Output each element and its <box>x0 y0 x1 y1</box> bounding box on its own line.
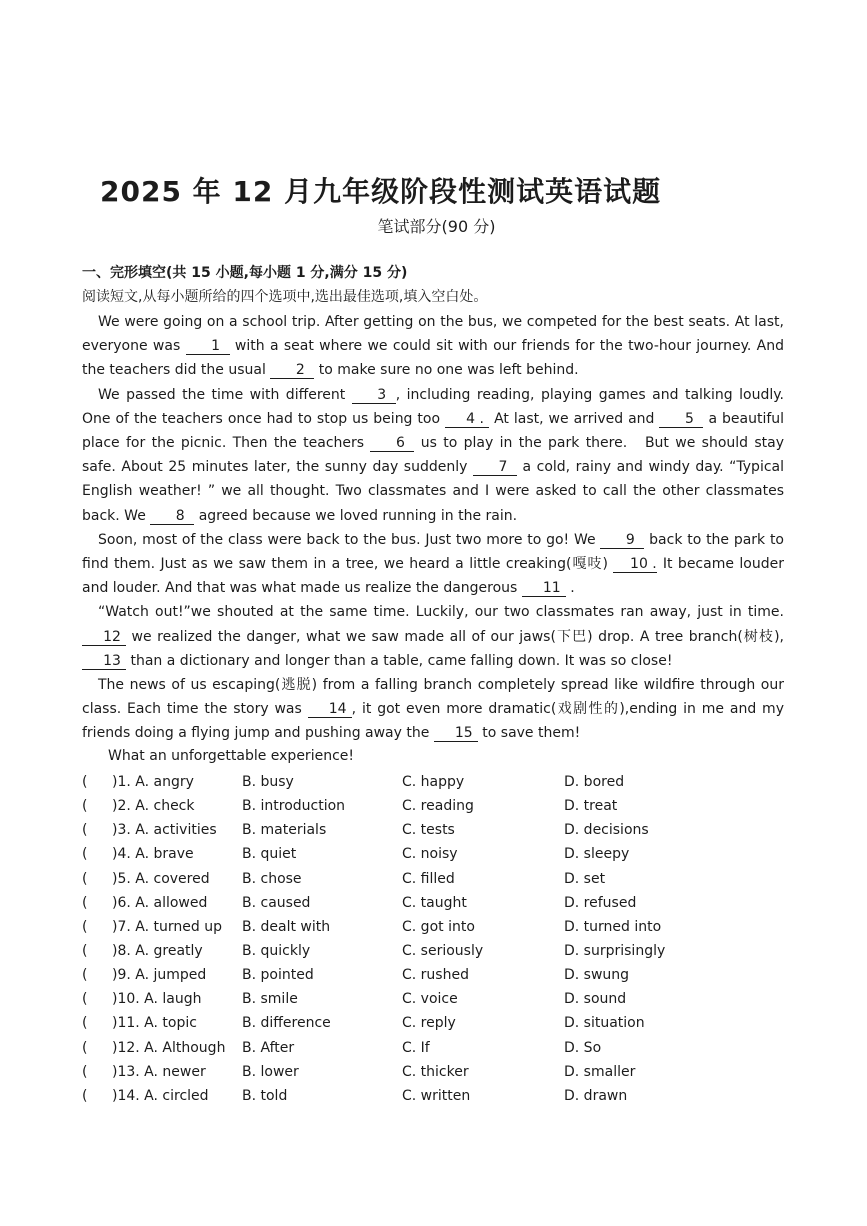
question-row <box>82 818 782 842</box>
answer-paren: ( <box>82 1039 88 1056</box>
option-a: )8. A. greatly <box>112 942 203 959</box>
question-row <box>82 963 782 987</box>
blank-4: 4 . <box>445 411 489 428</box>
section-heading: 一、完形填空(共 15 小题,每小题 1 分,满分 15 分) <box>82 265 408 281</box>
option-b: B. lower <box>242 1063 299 1080</box>
answer-paren: ( <box>82 846 88 863</box>
option-d: D. treat <box>564 798 618 815</box>
passage-text: to save them! <box>482 725 581 742</box>
answer-paren: ( <box>82 894 88 911</box>
passage-paragraph <box>82 528 784 601</box>
blank-14: 14 <box>308 701 352 718</box>
passage-text: than a dictionary and longer than a table, came falling down. It was so close! <box>130 652 673 669</box>
option-d: D. drawn <box>564 1087 628 1104</box>
option-c: C. reading <box>402 798 474 815</box>
question-row <box>82 867 782 891</box>
passage-text: We were going on a school trip. After getting on the bus, we competed for the best seats. At last, everyone was <box>82 314 784 355</box>
passage-text: to make sure no one was left behind. <box>318 362 579 379</box>
answer-paren: ( <box>82 774 88 790</box>
option-d: D. smaller <box>564 1063 636 1080</box>
option-c: C. voice <box>402 991 458 1008</box>
option-c: C. got into <box>402 918 475 935</box>
option-a: )9. A. jumped <box>112 967 207 984</box>
answer-paren: ( <box>82 991 88 1008</box>
option-d: D. So <box>564 1039 602 1056</box>
passage-text: , including reading, playing games and talking loudly. One of the teachers once had to stop us being too <box>82 386 784 427</box>
option-c: C. If <box>402 1039 430 1056</box>
option-c: C. rushed <box>402 967 469 984</box>
option-c: C. thicker <box>402 1063 469 1080</box>
option-a: )4. A. brave <box>112 846 194 863</box>
passage-text: a beautiful place for the picnic. Then the teachers <box>82 410 785 452</box>
option-a: )12. A. Although <box>112 1039 226 1056</box>
blank-10: 10 . <box>613 556 657 573</box>
option-b: B. quiet <box>242 846 297 863</box>
question-row <box>82 1036 782 1060</box>
option-b: B. pointed <box>242 967 314 984</box>
option-a: )2. A. check <box>112 798 195 815</box>
passage-text: a cold, rainy and windy day. “Typical English weather! ” we all thought. Two classmates and I were asked to call the other classmates back. We <box>82 459 784 524</box>
option-b: B. quickly <box>242 942 311 959</box>
question-row <box>82 915 782 939</box>
passage-text: us to play in the park there. But we should stay safe. About 25 minutes later, the sunny day suddenly <box>82 435 785 476</box>
question-row <box>82 891 782 915</box>
answer-paren: ( <box>82 798 88 815</box>
passage-text: We passed the time with different <box>98 386 346 403</box>
answer-paren: ( <box>82 967 88 984</box>
question-row <box>82 1060 782 1084</box>
passage-text: At last, we arrived and <box>494 410 655 427</box>
passage-paragraph <box>82 600 784 673</box>
passage-text: . <box>570 580 575 597</box>
option-d: D. swung <box>564 967 630 984</box>
passage-text: , it got even more dramatic(戏剧性的),ending in me and my friends doing a flying jump and pushing away the <box>82 701 784 742</box>
passage-text: Soon, most of the class were back to the bus. Just two more to go! We <box>98 531 596 548</box>
blank-15: 15 <box>434 725 478 742</box>
answer-paren: ( <box>82 1087 88 1104</box>
passage-paragraph <box>82 673 784 746</box>
page-subtitle: 笔试部分(90 分) <box>377 217 496 236</box>
option-c: C. seriously <box>402 942 484 959</box>
question-row <box>82 939 782 963</box>
option-b: B. chose <box>242 870 302 887</box>
option-a: )7. A. turned up <box>112 918 222 935</box>
blank-9: 9 <box>600 532 644 549</box>
option-b: B. caused <box>242 894 311 911</box>
passage-text: “Watch out!”we shouted at the same time. Luckily, our two classmates ran away, just in time. <box>98 604 784 621</box>
page-title: 2025 年 12 月九年级阶段性测试英语试题 <box>100 175 662 208</box>
answer-paren: ( <box>82 870 88 887</box>
option-a: )14. A. circled <box>112 1087 209 1104</box>
passage-text: It became louder and louder. And that was what made us realize the dangerous <box>82 556 784 597</box>
blank-12: 12 <box>82 629 126 646</box>
option-b: B. busy <box>242 774 294 790</box>
option-a: )1. A. angry <box>112 774 194 790</box>
option-d: D. refused <box>564 894 637 911</box>
option-d: D. sound <box>564 991 627 1008</box>
option-c: C. written <box>402 1087 471 1104</box>
passage-text: back to the park to find them. Just as we saw them in a tree, we heard a little creaking(嘎吱) <box>82 531 784 573</box>
blank-2: 2 <box>270 362 314 379</box>
passage-text: with a seat where we could sit with our friends for the two-hour journey. And the teachers did the usual <box>82 338 784 379</box>
option-b: B. difference <box>242 1015 331 1032</box>
option-d: D. sleepy <box>564 846 630 863</box>
answer-paren: ( <box>82 822 88 839</box>
blank-13: 13 <box>82 653 126 670</box>
option-a: )10. A. laugh <box>112 991 202 1008</box>
question-row <box>82 1011 782 1035</box>
question-row <box>82 794 782 818</box>
option-b: B. After <box>242 1039 295 1056</box>
blank-3: 3 <box>352 387 396 404</box>
option-d: D. situation <box>564 1015 645 1032</box>
passage-text: agreed because we loved running in the rain. <box>198 507 518 524</box>
question-options <box>82 770 782 1108</box>
option-b: B. introduction <box>242 798 346 815</box>
option-b: B. smile <box>242 991 298 1008</box>
option-b: B. dealt with <box>242 918 331 935</box>
blank-1: 1 <box>186 338 230 355</box>
option-d: D. surprisingly <box>564 942 666 959</box>
option-a: )3. A. activities <box>112 822 217 839</box>
cloze-passage <box>82 310 784 746</box>
blank-7: 7 <box>473 459 517 476</box>
answer-paren: ( <box>82 942 88 959</box>
question-row <box>82 770 782 794</box>
question-row <box>82 1084 782 1108</box>
option-a: )5. A. covered <box>112 870 210 887</box>
option-c: C. noisy <box>402 846 458 863</box>
passage-paragraph <box>82 310 784 383</box>
passage-text: we realized the danger, what we saw made all of our jaws(下巴) drop. A tree branch(树枝), <box>131 628 784 645</box>
blank-11: 11 <box>522 580 566 597</box>
answer-paren: ( <box>82 1015 88 1032</box>
passage-paragraph <box>82 383 784 528</box>
option-d: D. bored <box>564 774 625 790</box>
answer-paren: ( <box>82 1063 88 1080</box>
blank-6: 6 <box>370 435 414 452</box>
option-c: C. tests <box>402 822 455 839</box>
passage-closing: What an unforgettable experience! <box>108 748 354 764</box>
option-c: C. filled <box>402 870 455 887</box>
option-b: B. told <box>242 1087 288 1104</box>
option-b: B. materials <box>242 822 327 839</box>
blank-8: 8 <box>150 508 194 525</box>
option-d: D. decisions <box>564 822 649 839</box>
passage-text: The news of us escaping(逃脱) from a falling branch completely spread like wildfire through our class. Each time the story was <box>82 677 784 718</box>
question-row <box>82 987 782 1011</box>
option-a: )6. A. allowed <box>112 894 208 911</box>
option-c: C. taught <box>402 894 467 911</box>
option-a: )11. A. topic <box>112 1015 197 1032</box>
option-a: )13. A. newer <box>112 1063 206 1080</box>
question-row <box>82 842 782 866</box>
option-c: C. reply <box>402 1015 456 1032</box>
option-c: C. happy <box>402 774 465 790</box>
option-d: D. set <box>564 870 606 887</box>
blank-5: 5 <box>659 411 703 428</box>
option-d: D. turned into <box>564 918 662 935</box>
instructions: 阅读短文,从每小题所给的四个选项中,选出最佳选项,填入空白处。 <box>82 289 488 305</box>
answer-paren: ( <box>82 918 88 935</box>
